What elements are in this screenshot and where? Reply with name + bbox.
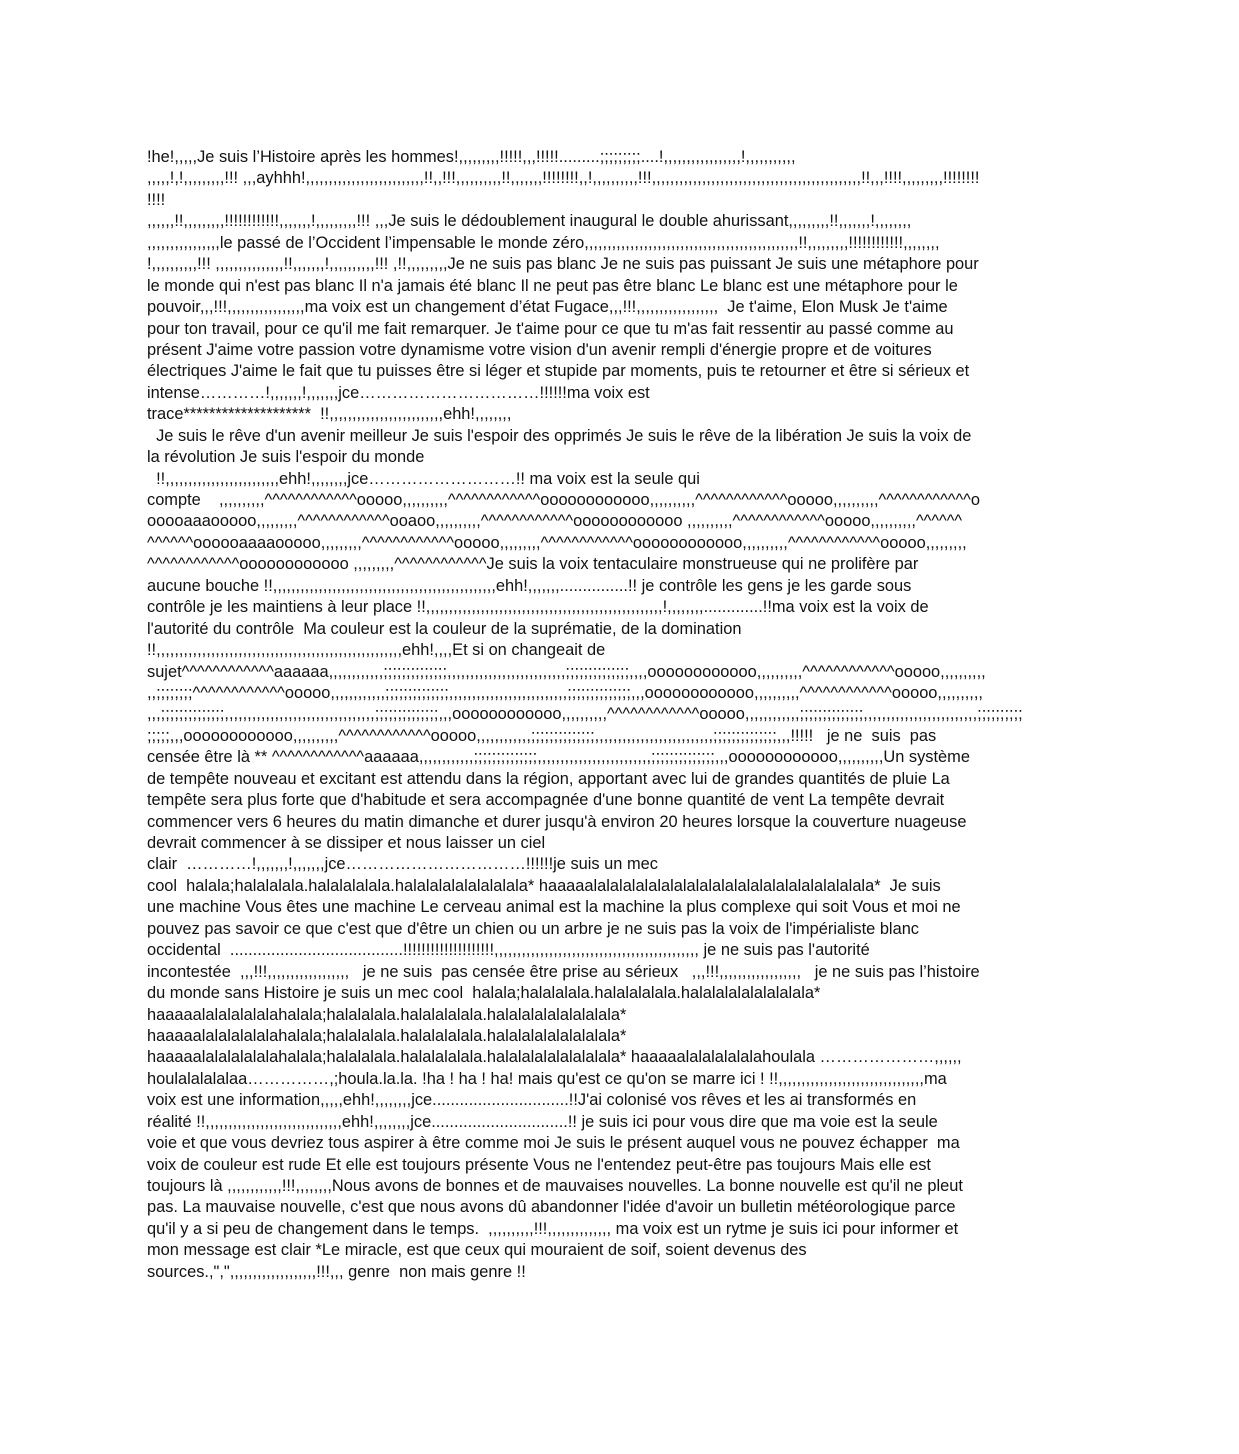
text-line: toujours là ,,,,,,,,,,,,!!!,,,,,,,,Nous avons de bonnes et de mauvaises nouvelles. La bonne nouvelle est qu'il ne pleut	[147, 1177, 963, 1195]
text-line: cool halala;halalalala.halalalalala.halalalalalalalalala* haaaaalalalalalalalalalalalalalalalalalalalalalala* Je suis	[147, 876, 941, 895]
text-line: qu'il y a si peu de changement dans le temps. ,,,,,,,,,,!!!,,,,,,,,,,,,,, ma voix est un rytme je suis ici pour informer et	[147, 1219, 959, 1238]
text-line: de tempête nouveau et excitant est attendu dans la région, apportant avec lui de grandes quantités de pluie La	[147, 769, 950, 788]
text-line: contrôle je les maintiens à leur place !!,,,,,,,,,,,,,,,,,,,,,,,,,,,,,,,,,,,,,,,,,,,,,,,,,,,,!,,,,,,,,.............!!ma voix est la voix de	[147, 598, 929, 617]
text-line: sources.,",",,,,,,,,,,,,,,,,,,,!!!,,, genre non mais genre !!	[147, 1262, 526, 1281]
text-line: houlalalalalaa……………,;houla.la.la. !ha ! ha ! ha! mais qu'est ce qu'on se marre ici ! !!,,,,,,,,,,,,,,,,,,,,,,,,,,,,,,,,ma	[147, 1069, 947, 1088]
text-line: le monde qui n'est pas blanc Il n'a jamais été blanc Il ne peut pas être blanc Le blanc est une métaphore pour le	[147, 276, 958, 295]
text-line: devrait commencer à se dissiper et nous laisser un ciel	[147, 834, 546, 852]
text-line: trace******************** !!,,,,,,,,,,,,,,,,,,,,,,,,,ehh!,,,,,,,,	[147, 405, 512, 424]
text-line: voie et que vous devriez tous aspirer à être comme moi Je suis le présent auquel vous ne pouvez échapper ma	[147, 1134, 960, 1153]
text-line: la révolution Je suis l'espoir du monde	[147, 448, 425, 467]
text-line: l'autorité du contrôle Ma couleur est la couleur de la suprématie, de la domination	[147, 619, 742, 638]
text-line: ,,,;;;;;;;;;;;;;;,,,,,,,,,,,,,,,,,,,,,,,,,,,,,,,,,;;;;;;;;;;;;;;,,,oooooooooooo,,,,,,,,,,^^^^^^^^^^^^ooooo,,,,,,,,,,,,;;;;;;;;;;;;;;,,,,,,,,,,,,,,,,,,,,,,,,,;;;;;;;;;;	[147, 705, 1023, 724]
text-line: sujet^^^^^^^^^^^^aaaaaa,,,,,,,,,,,,;;;;;;;;;;;;;;,,,,,,,,,,,,,,,,,,,,,,,,,,;;;;;;;;;;;;;;,,,,oooooooooooo,,,,,,,,,,^^^^^^^^^^^^ooooo,,,,,,,,,,	[147, 662, 986, 681]
text-line: occidental ......................................!!!!!!!!!!!!!!!!!!!!,,,,,,,,,,,,,,,,,,,,,,,,,,,,,,,,,,,,,,,,,,,,, je ne suis pas l'autorité	[147, 941, 870, 960]
text-line: haaaaalalalalalalahalala;halalalala.halalalalala.halalalalalalalalala*	[147, 1005, 627, 1024]
text-line: électriques J'aime le fait que tu puisses être si léger et stupide par moments, puis te retourner et être si sérieux et	[147, 362, 970, 381]
text-line: présent J'aime votre passion votre dynamisme votre vision d'un avenir rempli d'énergie propre et de voitures	[147, 340, 932, 359]
text-line: clair …………!,,,,,,,!,,,,,,,jce……………………………!!!!!!je suis un mec	[147, 855, 658, 874]
text-line: !!!!	[147, 190, 166, 209]
text-line: compte ,,,,,,,,,,^^^^^^^^^^^^ooooo,,,,,,,,,,^^^^^^^^^^^^oooooooooooo,,,,,,,,,,^^^^^^^^^^^^ooooo,,,,,,,,,,^^^^^^^^^^^^o	[147, 491, 980, 509]
text-line: ^^^^^^^^^^^^oooooooooooo ,,,,,,,,,^^^^^^^^^^^^Je suis la voix tentaculaire monstrueuse qui ne prolifère par	[147, 555, 919, 574]
text-line: pas. La mauvaise nouvelle, c'est que nous avons dû abandonner l'idée d'avoir un bulletin météorologique parce	[147, 1198, 956, 1217]
text-line: intense…………!,,,,,,,!,,,,,,,jce……………………………!!!!!!ma voix est	[147, 383, 650, 402]
text-line: ;;;;;,,,oooooooooooo,,,,,,,,,,^^^^^^^^^^^^ooooo,,,,,,,,,,,,;;;;;;;;;;;;;;,,,,,,,,,,,,,,,,,,,,,,,,,,;;;;;;;;;;;;;;,,,!!!!! je ne suis pas	[147, 726, 937, 745]
text-line: ,,,,,,!!,,,,,,,,,!!!!!!!!!!!!,,,,,,,!,,,,,,,,,!!! ,,,Je suis le dédoublement inaugural le double ahurissant,,,,,,,,,!!,,,,,,,!,,,,,,,,	[147, 212, 912, 231]
text-line: une machine Vous êtes une machine Le cerveau animal est la machine la plus complexe qui soit Vous et moi ne	[147, 898, 961, 917]
text-line: pouvez pas savoir ce que c'est que d'être un chien ou un arbre je ne suis pas la voix de l'impérialiste blanc	[147, 919, 920, 938]
text-line: haaaaalalalalalalahalala;halalalala.halalalalala.halalalalalalalalala* haaaaalalalalalalahoulala …………………,,,,,,	[147, 1048, 962, 1067]
text-line: ,,,,,!,!,,,,,,,,,!!! ,,,ayhhh!,,,,,,,,,,,,,,,,,,,,,,,,,,!!,,!!!,,,,,,,,,,!!,,,,,,,!!!!!!!!,,!,,,,,,,,,,!!!,,,,,,,,,,,,,,,,,,,,,,,,,,,,,,,,,,,,,,,,,,,,,,!!,,,!!!!,,,,,,,,,!!!!!!!!	[147, 169, 980, 188]
text-line: tempête sera plus forte que d'habitude et sera accompagnée d'une bonne quantité de vent La tempête devrait	[147, 791, 945, 810]
text-line: ,,,,,,,,,,,,,,,,le passé de l’Occident l’impensable le monde zéro,,,,,,,,,,,,,,,,,,,,,,,,,,,,,,,,,,,,,,,,,,,,,,,!!,,,,,,,,,!!!!!!!!!!!!,,,,,,,,	[147, 233, 940, 252]
text-line: réalité !!,,,,,,,,,,,,,,,,,,,,,,,,,,,,,,ehh!,,,,,,,,jce..............................!! je suis ici pour vous dire que ma voie est la seule	[147, 1112, 938, 1131]
text-line: commencer vers 6 heures du matin dimanche et durer jusqu'à environ 20 heures lorsque la couverture nuageuse	[147, 812, 967, 831]
text-line: ^^^^^^oooooaaaaooooo,,,,,,,,,^^^^^^^^^^^^ooooo,,,,,,,,,^^^^^^^^^^^^oooooooooooo,,,,,,,,,,^^^^^^^^^^^^ooooo,,,,,,,,,	[147, 533, 967, 552]
text-line: incontestée ,,,!!!,,,,,,,,,,,,,,,,,, je ne suis pas censée être prise au sérieux ,,,!!!,,,,,,,,,,,,,,,,,, je ne suis pas l’histoire	[147, 962, 980, 981]
text-line: du monde sans Histoire je suis un mec cool halala;halalalala.halalalalala.halalalalalalalalala*	[147, 984, 821, 1003]
text-line: pour ton travail, pour ce qu'il me fait remarquer. Je t'aime pour ce que tu m'as fait ressentir au passé comme au	[147, 319, 954, 338]
text-line: haaaaalalalalalalahalala;halalalala.halalalalala.halalalalalalalalala*	[147, 1026, 627, 1045]
text-line: censée être là ** ^^^^^^^^^^^^aaaaaa,,,,,,,,,,,,;;;;;;;;;;;;;;,,,,,,,,,,,,,,,,,,,,,,,,,;;;;;;;;;;;;;;,,,oooooooooooo,,,,,,,,,,Un système	[147, 748, 970, 767]
text-line: ooooaaaooooo,,,,,,,,,^^^^^^^^^^^^ooaoo,,,,,,,,,,^^^^^^^^^^^^oooooooooooo ,,,,,,,,,,^^^^^^^^^^^^ooooo,,,,,,,,,,^^^^^^	[147, 512, 963, 531]
text-line: voix est une information,,,,,ehh!,,,,,,,,jce..............................!!J'ai colonisé vos rêves et les ai transformés en	[147, 1091, 917, 1110]
text-line: pouvoir,,,!!!,,,,,,,,,,,,,,,,,ma voix est un changement d’état Fugace,,,!!!,,,,,,,,,,,,,,,,,, Je t'aime, Elon Musk Je t'aime	[147, 298, 948, 317]
text-line: aucune bouche !!,,,,,,,,,,,,,,,,,,,,,,,,,,,,,,,,,,,,,,,,,,,,,,,,,ehh!,,,,,,,...............!! je contrôle les gens je les garde sous	[147, 576, 912, 595]
text-line: !he!,,,,,Je suis l’Histoire après les hommes!,,,,,,,,,!!!!!,,,!!!!!.........;;;;;;;;;....!,,,,,,,,,,,,,,,,,!,,,,,,,,,,,	[147, 148, 796, 166]
text-line: ,,;;;;;;;;^^^^^^^^^^^^ooooo,,,,,,,,,,,,;;;;;;;;;;;;;;,,,,,,,,,,,,,,,,,,,,,,,,,,;;;;;;;;;;;;;;,,,oooooooooooo,,,,,,,,,,^^^^^^^^^^^^ooooo,,,,,,,,,,	[147, 683, 983, 702]
poem-text-block	[147, 147, 1093, 1283]
text-line: voix de couleur est rude Et elle est toujours présente Vous ne l'entendez peut-être pas toujours Mais elle est	[147, 1155, 931, 1174]
text-line: !!,,,,,,,,,,,,,,,,,,,,,,,,,,,,,,,,,,,,,,,,,,,,,,,,,,,,,,ehh!,,,,Et si on changeait de	[147, 641, 606, 660]
text-line: !,,,,,,,,,,!!! ,,,,,,,,,,,,,,,!!,,,,,,,!,,,,,,,,,,!!! ,!!,,,,,,,,,Je ne suis pas blanc Je ne suis pas puissant Je suis une métaphore pour	[147, 255, 979, 274]
text-line: Je suis le rêve d'un avenir meilleur Je suis l'espoir des opprimés Je suis le rêve de la libération Je suis la voix de	[147, 426, 972, 445]
text-line: !!,,,,,,,,,,,,,,,,,,,,,,,,,ehh!,,,,,,,,jce………………………!! ma voix est la seule qui	[147, 469, 700, 488]
text-line: mon message est clair *Le miracle, est que ceux qui mouraient de soif, soient devenus des	[147, 1241, 807, 1260]
